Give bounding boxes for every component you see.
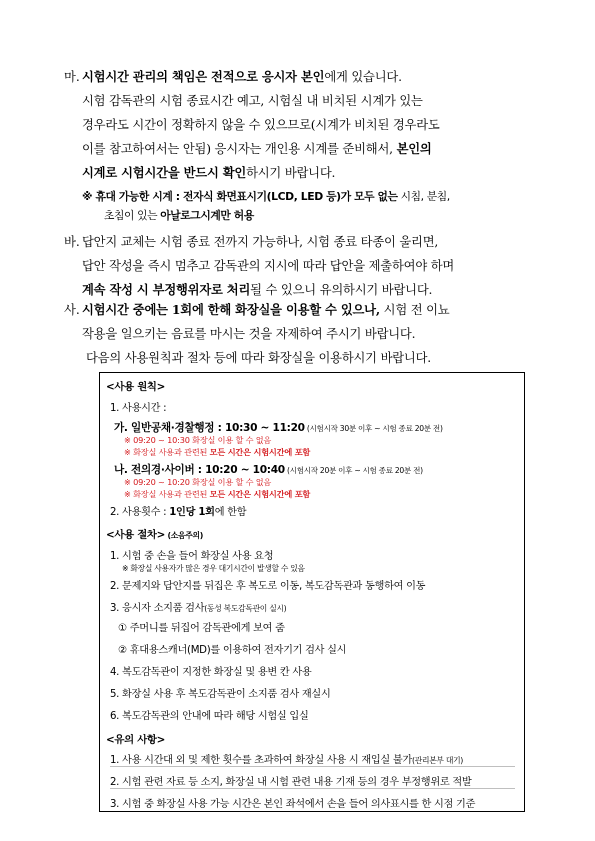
usage-count (110, 503, 246, 518)
text: (동성 복도감독관이 실시) (204, 604, 287, 613)
text: 초침이 있는 (104, 209, 161, 222)
toilet-rules-box (99, 372, 525, 812)
paragraph-line: 작용을 일으키는 음료를 마시는 것을 자제하여 주시기 바랍니다. (82, 327, 416, 341)
time-range: 가. 일반공채·경찰행정 : 10:30 ~ 11:20 (114, 422, 305, 434)
caution-item: 3. 시험 중 화장실 사용 가능 시간은 본인 좌석에서 손을 들어 의사표시를 한 시점 기준 (110, 799, 476, 810)
procedure-step: 6. 복도감독관의 안내에 따라 해당 시험실 입실 (110, 711, 309, 722)
text: 될 수 있으니 유의하시기 바랍니다. (250, 283, 433, 297)
police-exam-time (114, 462, 516, 477)
time-range: 나. 전의경·사이버 : 10:20 ~ 10:40 (114, 464, 285, 476)
paragraph-line (82, 137, 552, 161)
restriction-note: ※ 09:20 ~ 10:30 화장실 이용 할 수 없음 (124, 435, 272, 445)
bold-text: 시험시간 관리의 책임은 전적으로 응시자 본인 (82, 69, 325, 84)
paragraph-line (82, 161, 552, 185)
bold-text: 1인당 1회 (169, 507, 215, 518)
procedure-substep: ① 주머니를 뒤집어 감독관에게 보여 줌 (118, 623, 285, 634)
procedure-title (106, 526, 203, 541)
paragraph-line (82, 298, 552, 322)
bold-text: 계속 작성 시 부정행위자로 처리 (82, 282, 251, 297)
principle-title: <사용 원칙> (106, 381, 166, 393)
bold-text: 아날로그시계만 허용 (160, 209, 254, 222)
text: (소음주의) (165, 531, 203, 540)
text: ※ 화장실 사용과 관련된 (124, 447, 210, 457)
general-exam-time (114, 420, 516, 435)
text: (관리본부 대기) (412, 756, 464, 765)
caution-item (110, 751, 515, 767)
procedure-step: 1. 시험 중 손을 들어 화장실 사용 요청 (110, 551, 274, 562)
bold-text: 시험시간 중에는 1회에 한해 화장실을 이용할 수 있으나, (82, 302, 380, 317)
text: 1. 사용 시간대 외 및 제한 횟수를 초과하여 화장실 사용 시 재입실 불가 (110, 755, 412, 766)
watch-note (82, 188, 552, 205)
bold-text: 모든 시간은 시험시간에 포함 (209, 447, 311, 457)
paragraph-line (82, 65, 552, 89)
caution-item: 2. 시험 관련 자료 등 소지, 화장실 내 시험 관련 내용 기재 등의 경우 부정행위로 적발 (110, 773, 515, 789)
text: 3. 응시자 소지품 검사 (110, 603, 205, 614)
time-note: (시험시작 20분 이후 ~ 시험 종료 20분 전) (284, 466, 423, 475)
procedure-step: 2. 문제지와 답안지를 뒤집은 후 복도로 이동, 복도감독관과 동행하여 이동 (110, 581, 426, 592)
procedure-substep: ② 휴대용스캐너(MD)를 이용하여 전자기기 검사 실시 (118, 645, 347, 656)
bold-text: 본인의 (396, 141, 432, 156)
watch-note (82, 207, 552, 224)
text: 하시기 바랍니다. (246, 166, 336, 180)
caution-title: <유의 사항> (106, 734, 166, 746)
section-marker: 바. (64, 235, 80, 249)
paragraph-line: 경우라도 시간이 정확하지 않을 수 있으므로(시계가 비치된 경우라도 (82, 118, 440, 132)
text: 이를 참고하여서는 안됨) 응시자는 개인용 시계를 준비해서, (82, 142, 393, 156)
bold-text: 모든 시간은 시험시간에 포함 (209, 489, 311, 499)
text: 시험 전 이뇨 (379, 303, 450, 317)
procedure-step (110, 599, 286, 614)
restriction-note (124, 489, 310, 500)
procedure-note: ※ 화장실 사용자가 많은 경우 대기시간이 발생할 수 있음 (122, 564, 305, 573)
usage-time-label: 1. 사용시간 : (110, 403, 167, 414)
time-note: (시험시작 30분 이후 ~ 시험 종료 20분 전) (304, 424, 443, 433)
section-ba (64, 230, 552, 302)
section-sa (64, 298, 552, 370)
restriction-note (124, 447, 310, 458)
section-marker: 마. (64, 70, 80, 84)
text: 시침, 분침, (397, 190, 450, 203)
section-ma (64, 65, 552, 224)
section-marker: 사. (64, 303, 80, 317)
paragraph-line: 답안지 교체는 시험 종료 전까지 가능하나, 시험 종료 타종이 울리면, (82, 235, 439, 249)
restriction-note: ※ 09:20 ~ 10:20 화장실 이용 할 수 없음 (124, 477, 272, 487)
procedure-step: 4. 복도감독관이 지정한 화장실 및 용변 칸 사용 (110, 667, 312, 678)
text: 에 한함 (214, 507, 247, 518)
bold-text: 시계로 시험시간을 반드시 확인 (82, 165, 247, 180)
text: <사용 절차> (106, 529, 166, 541)
paragraph-line: 시험 감독관의 시험 종료시간 예고, 시험실 내 비치된 시계가 있는 (82, 94, 423, 108)
bold-text: ※ 휴대 가능한 시계 : 전자식 화면표시기(LCD, LED 등)가 모두 없는 (82, 190, 398, 203)
text: 에게 있습니다. (324, 70, 402, 84)
text: ※ 화장실 사용과 관련된 (124, 489, 210, 499)
procedure-step: 5. 화장실 사용 후 복도감독관이 소지품 검사 재실시 (110, 689, 331, 700)
paragraph-line: 다음의 사용원칙과 절차 등에 따라 화장실을 이용하시기 바랍니다. (86, 351, 431, 365)
text: 2. 사용횟수 : (110, 507, 170, 518)
paragraph-line: 답안 작성을 즉시 멈추고 감독관의 지시에 따라 답안을 제출하여야 하며 (82, 259, 455, 273)
